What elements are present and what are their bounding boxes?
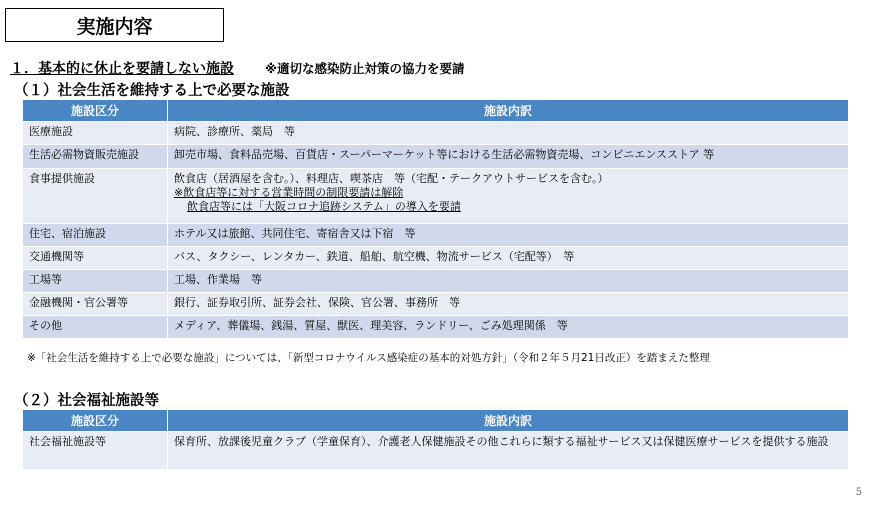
row-detail: 卸売市場、食料品売場、百貨店・スーパーマーケット等における生活必需物資売場、コンビニエンスストア 等: [168, 145, 849, 169]
row-detail: 工場、作業場 等: [168, 270, 849, 293]
row-category: 生活必需物資販売施設: [23, 145, 168, 169]
section2-heading: （２）社会福祉施設等: [14, 393, 159, 409]
page-title: 実施内容: [76, 15, 153, 38]
table-row: [23, 122, 849, 145]
table-row: [23, 169, 849, 224]
row-category: 交通機関等: [23, 247, 168, 270]
page-number: 5: [855, 487, 862, 498]
row-category: 食事提供施設: [23, 169, 168, 224]
table-row: [23, 247, 849, 270]
table-row: [23, 270, 849, 293]
section1-table: [22, 99, 849, 339]
table-row: [23, 293, 849, 316]
table-row: [23, 145, 849, 169]
row-category: 金融機関・官公署等: [23, 293, 168, 316]
row-detail: 銀行、証券取引所、証券会社、保険、官公署、事務所 等: [168, 293, 849, 316]
column-header-detail: 施設内訳: [168, 100, 849, 122]
column-header-category: 施設区分: [23, 410, 168, 432]
row-category: 医療施設: [23, 122, 168, 145]
section1-footnote: ※「社会生活を維持する上で必要な施設」については、「新型コロナウイルス感染症の基本的対処方針」（令和２年５月21日改正）を踏まえた整理: [27, 352, 710, 364]
row-detail: メディア、葬儀場、銭湯、質屋、獣医、理美容、ランドリー、ごみ処理関係 等: [168, 316, 849, 339]
row-detail: バス、タクシー、レンタカー、鉄道、船舶、航空機、物流サービス（宅配等） 等: [168, 247, 849, 270]
row-detail: [168, 169, 849, 224]
column-header-detail: 施設内訳: [168, 410, 849, 432]
section1-heading: （１）社会生活を維持する上で必要な施設: [14, 83, 290, 99]
row-detail-text: 飲食店（居酒屋を含む。）、料理店、喫茶店 等（宅配・テークアウトサービスを含む。）: [174, 172, 609, 185]
row-category: 住宅、宿泊施設: [23, 224, 168, 247]
row-detail: ホテル又は旅館、共同住宅、寄宿舎又は下宿 等: [168, 224, 849, 247]
row-detail: 病院、診療所、薬局 等: [168, 122, 849, 145]
row-category: 社会福祉施設等: [23, 432, 168, 470]
column-header-category: 施設区分: [23, 100, 168, 122]
main-heading: [10, 58, 465, 78]
main-heading-note: ※適切な感染防止対策の協力を要請: [264, 61, 465, 76]
table-row: [23, 316, 849, 339]
table-row: [23, 432, 849, 470]
row-detail: 保育所、放課後児童クラブ（学童保育）、介護老人保健施設その他これらに類する福祉サービス又は保健医療サービスを提供する施設: [168, 432, 849, 470]
section2-table: [22, 409, 849, 470]
page-title-box: [5, 8, 224, 42]
table-row: [23, 224, 849, 247]
row-detail-note: 飲食店等には「大阪コロナ追跡システム」の導入を要請: [187, 200, 461, 213]
row-detail-note: ※飲食店等に対する営業時間の制限要請は解除: [174, 186, 404, 199]
main-heading-text: １．基本的に休止を要請しない施設: [10, 61, 234, 77]
row-category: その他: [23, 316, 168, 339]
table-header-row: [23, 100, 849, 122]
table-header-row: [23, 410, 849, 432]
row-category: 工場等: [23, 270, 168, 293]
